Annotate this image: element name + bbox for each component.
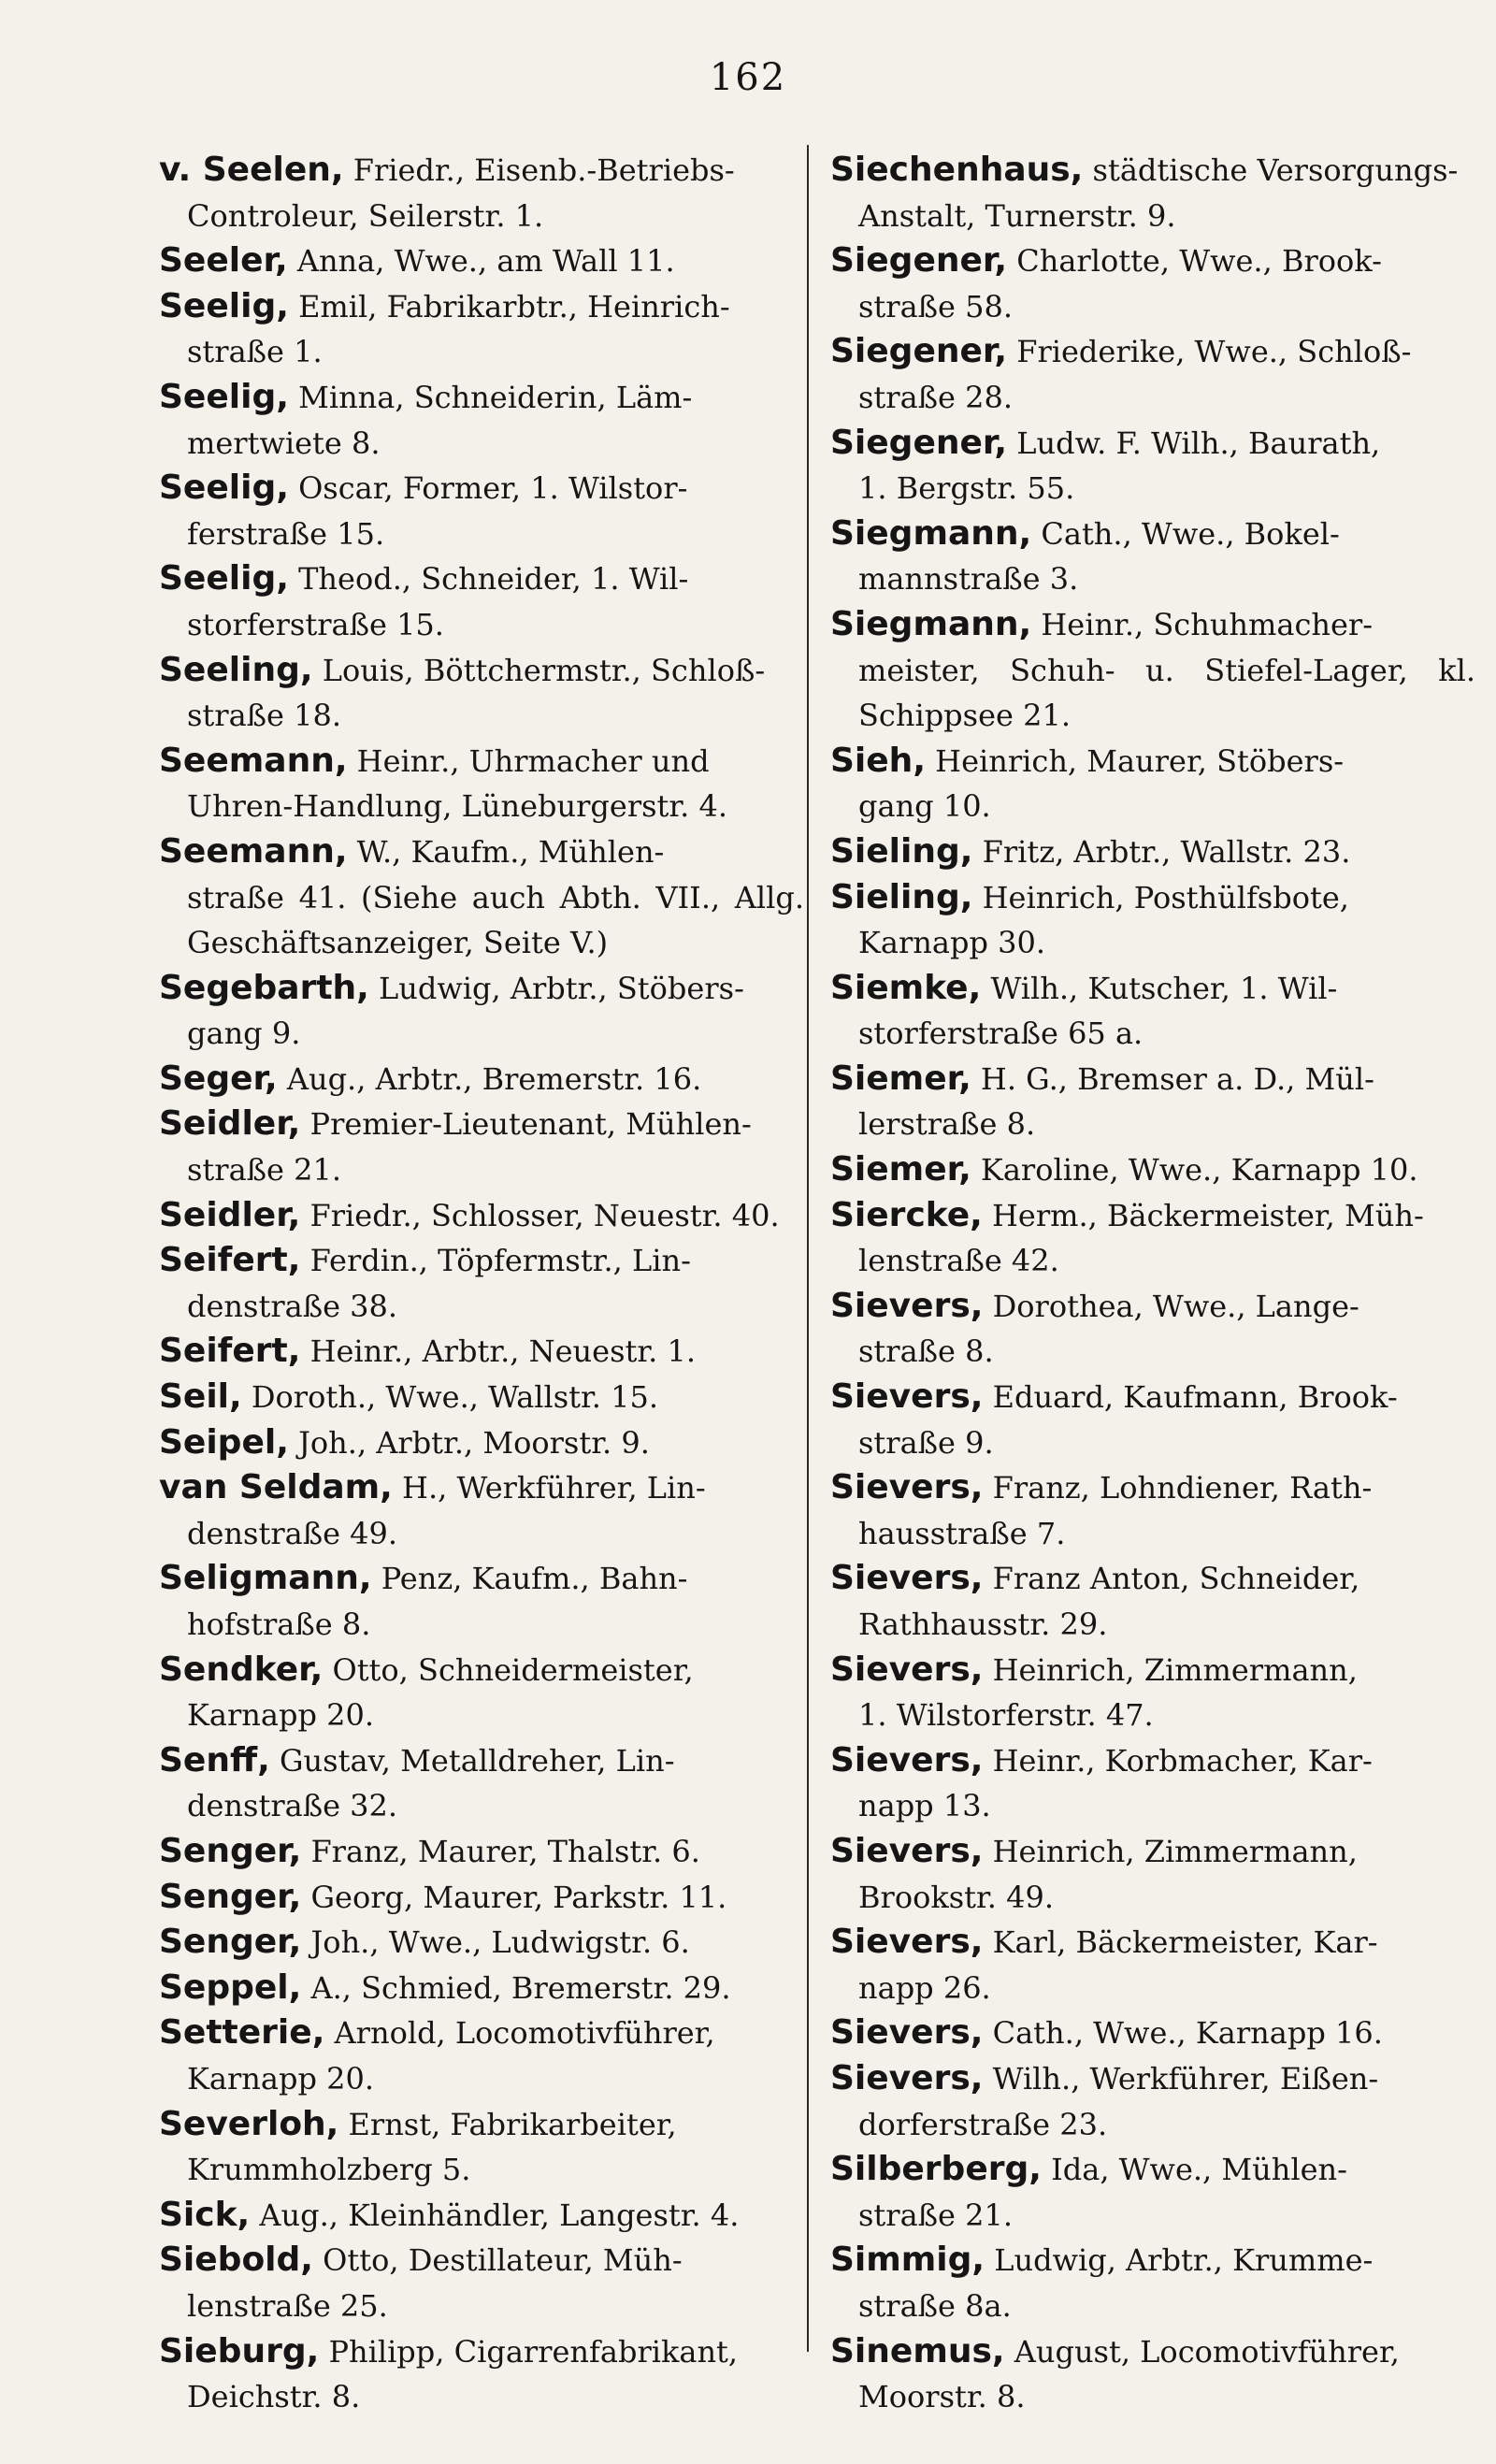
entry-details: H. G., Bremser a. D., Mül- <box>980 1060 1374 1097</box>
entry-name: Seelig, <box>159 559 289 598</box>
entry-name: Seligmann, <box>159 1559 372 1598</box>
directory-entry <box>830 512 1475 602</box>
entry-continuation: straße 21. <box>187 1152 342 1189</box>
entry-details: Otto, Schneidermeister, <box>332 1651 694 1688</box>
entry-details: Friedr., Schlosser, Neuestr. 40. <box>309 1197 780 1233</box>
entry-name: Sieling, <box>830 831 973 871</box>
entry-name: Sievers, <box>830 1740 984 1780</box>
entry-details: Friederike, Wwe., Schloß- <box>1016 334 1412 370</box>
entry-name: Siegener, <box>830 332 1008 371</box>
entry-continuation: Karnapp 30. <box>858 925 1045 961</box>
entry-continuation: Moorstr. 8. <box>858 2379 1026 2415</box>
entry-continuation: 1. Wilstorferstr. 47. <box>858 1697 1154 1734</box>
directory-entry <box>830 1556 1475 1647</box>
directory-entry <box>159 375 804 466</box>
directory-entry <box>830 1057 1475 1147</box>
entry-details: Arnold, Locomotivführer, <box>334 2015 715 2052</box>
entry-details: Penz, Kaufm., Bahn- <box>381 1561 688 1597</box>
entry-details: Otto, Destillateur, Müh- <box>323 2242 683 2279</box>
entry-name: Segebarth, <box>159 968 369 1007</box>
entry-name: Sieling, <box>830 877 973 916</box>
entry-details: Anna, Wwe., am Wall 11. <box>296 243 675 280</box>
entry-name: Seeler, <box>159 241 288 281</box>
entry-continuation: gang 9. <box>187 1016 301 1052</box>
directory-entry <box>159 829 804 966</box>
entry-continuation: lerstraße 8. <box>858 1106 1036 1143</box>
directory-entry <box>159 556 804 647</box>
entry-details: Dorothea, Wwe., Lange- <box>992 1288 1359 1324</box>
directory-entry <box>159 1193 804 1239</box>
directory-entry <box>830 1920 1475 2010</box>
entry-name: Sievers, <box>830 1650 984 1689</box>
left-column <box>159 148 804 2420</box>
entry-name: Seil, <box>159 1377 242 1417</box>
directory-entry <box>830 875 1475 966</box>
entry-name: Sievers, <box>830 1831 984 1870</box>
directory-entry <box>159 2010 804 2101</box>
entry-continuation: denstraße 49. <box>187 1515 398 1551</box>
entry-continuation: Krummholzberg 5. <box>187 2152 471 2188</box>
entry-name: Sendker, <box>159 1650 324 1689</box>
entry-details: Cath., Wwe., Karnapp 16. <box>992 2015 1383 2052</box>
directory-entry <box>159 2193 804 2239</box>
entry-details: Wilh., Kutscher, 1. Wil- <box>990 970 1338 1006</box>
entry-continuation: gang 10. <box>858 788 991 825</box>
entry-continuation: lenstraße 42. <box>858 1243 1059 1279</box>
directory-entry <box>830 2238 1475 2328</box>
directory-entry <box>830 421 1475 512</box>
entry-name: Seifert, <box>159 1241 301 1280</box>
entry-name: Sick, <box>159 2195 251 2234</box>
directory-entry <box>159 284 804 375</box>
entry-name: Silberberg, <box>830 2150 1042 2189</box>
entry-details: Heinrich, Maurer, Stöbers- <box>935 742 1345 779</box>
entry-name: Setterie, <box>159 2013 325 2053</box>
entry-name: Sievers, <box>830 1923 984 1962</box>
page-number: 162 <box>709 56 787 99</box>
entry-name: Siemer, <box>830 1059 971 1098</box>
entry-name: Siegmann, <box>830 604 1032 643</box>
entry-name: Siemer, <box>830 1150 971 1189</box>
entry-name: Simmig, <box>830 2241 985 2280</box>
entry-continuation: straße 8a. <box>858 2287 1012 2324</box>
entry-name: Sievers, <box>830 2058 984 2097</box>
entry-name: Senger, <box>159 1877 302 1916</box>
entry-name: Sieburg, <box>159 2331 320 2370</box>
entry-details: Joh., Wwe., Ludwigstr. 6. <box>310 1924 690 1961</box>
entry-details: Friedr., Eisenb.-Betriebs- <box>352 152 735 188</box>
directory-entry <box>159 148 804 238</box>
directory-entry <box>159 2329 804 2420</box>
directory-entry <box>159 1966 804 2011</box>
directory-entry <box>159 966 804 1057</box>
entry-continuation: straße 58. <box>858 288 1014 324</box>
entry-name: Senff, <box>159 1740 270 1780</box>
column-divider <box>807 145 809 2352</box>
entry-details: Minna, Schneiderin, Läm- <box>298 379 693 415</box>
directory-entry <box>159 1648 804 1738</box>
entry-name: Siegener, <box>830 423 1008 462</box>
entry-continuation: denstraße 32. <box>187 1788 398 1824</box>
entry-details: Georg, Maurer, Parkstr. 11. <box>310 1879 727 1915</box>
entry-details: Theod., Schneider, 1. Wil- <box>298 561 689 598</box>
entry-name: Sievers, <box>830 1559 984 1598</box>
entry-continuation: napp 26. <box>858 1969 991 2006</box>
entry-continuation: straße 21. <box>858 2197 1014 2233</box>
entry-continuation: Uhren-Handlung, Lüneburgerstr. 4. <box>187 788 728 825</box>
entry-continuation: straße 1. <box>187 334 323 370</box>
entry-details: Eduard, Kaufmann, Brook- <box>992 1379 1398 1416</box>
entry-name: Seidler, <box>159 1195 301 1234</box>
directory-entry <box>159 1465 804 1556</box>
directory-entry <box>159 1920 804 1966</box>
entry-name: Sievers, <box>830 1468 984 1507</box>
directory-entry <box>159 1375 804 1420</box>
directory-entry <box>159 466 804 556</box>
entry-continuation: ferstraße 15. <box>187 515 385 552</box>
entry-details: Doroth., Wwe., Wallstr. 15. <box>251 1379 659 1416</box>
entry-name: Siegmann, <box>830 513 1032 553</box>
entry-details: Karoline, Wwe., Karnapp 10. <box>980 1152 1418 1189</box>
entry-details: Heinrich, Zimmermann, <box>992 1651 1358 1688</box>
directory-entry <box>830 1147 1475 1193</box>
directory-entry <box>830 148 1475 238</box>
entry-name: Senger, <box>159 1923 302 1962</box>
directory-entry <box>830 1829 1475 1920</box>
directory-entry <box>159 2238 804 2328</box>
directory-entry <box>830 2147 1475 2238</box>
directory-entry <box>830 2010 1475 2056</box>
entry-name: Senger, <box>159 1831 302 1870</box>
directory-entry <box>159 1420 804 1466</box>
directory-entry <box>159 1738 804 1829</box>
entry-details: Cath., Wwe., Bokel- <box>1041 515 1340 552</box>
entry-details: A., Schmied, Bremerstr. 29. <box>310 1969 731 2006</box>
entry-details: Heinr., Schuhmacher- <box>1041 606 1374 642</box>
entry-name: Seemann, <box>159 831 348 871</box>
entry-name: Severloh, <box>159 2104 339 2143</box>
entry-continuation: straße 28. <box>858 379 1014 415</box>
entry-details: Gustav, Metalldreher, Lin- <box>279 1742 675 1779</box>
entry-name: van Seldam, <box>159 1468 393 1507</box>
entry-name: v. Seelen, <box>159 151 344 189</box>
entry-continuation: straße 41. (Siehe auch Abth. VII., Allg. Geschäftsanzeiger, Seite V.) <box>187 879 804 961</box>
entry-details: Emil, Fabrikarbtr., Heinrich- <box>298 288 730 324</box>
entry-details: Karl, Bäckermeister, Kar- <box>992 1924 1378 1961</box>
directory-entry <box>159 1875 804 1921</box>
entry-continuation: straße 18. <box>187 698 342 734</box>
entry-details: Charlotte, Wwe., Brook- <box>1016 243 1382 280</box>
entry-continuation: storferstraße 15. <box>187 606 444 642</box>
entry-name: Siegener, <box>830 241 1008 281</box>
entry-name: Siemke, <box>830 968 982 1007</box>
entry-details: Wilh., Werkführer, Eißen- <box>992 2060 1379 2097</box>
directory-entry <box>830 739 1475 829</box>
directory-entry <box>830 1375 1475 1465</box>
entry-continuation: Karnapp 20. <box>187 2060 374 2097</box>
directory-entry <box>830 829 1475 875</box>
entry-details: Franz Anton, Schneider, <box>992 1561 1360 1597</box>
entry-details: Aug., Kleinhändler, Langestr. 4. <box>259 2197 740 2233</box>
entry-details: Ludwig, Arbtr., Krumme- <box>994 2242 1374 2279</box>
entry-details: Ludwig, Arbtr., Stöbers- <box>379 970 744 1006</box>
entry-name: Sinemus, <box>830 2331 1005 2370</box>
entry-details: Ferdin., Töpfermstr., Lin- <box>309 1243 691 1279</box>
entry-name: Seemann, <box>159 741 348 780</box>
directory-entry <box>159 1329 804 1375</box>
right-column <box>830 148 1475 2420</box>
entry-details: Oscar, Former, 1. Wilstor- <box>298 470 688 507</box>
entry-name: Siebold, <box>159 2241 313 2280</box>
entry-details: Heinr., Uhrmacher und <box>356 742 710 779</box>
entry-continuation: Karnapp 20. <box>187 1697 374 1734</box>
entry-details: Fritz, Arbtr., Wallstr. 23. <box>982 833 1351 870</box>
directory-entry <box>830 329 1475 420</box>
directory-entry <box>830 966 1475 1057</box>
entry-details: August, Locomotivführer, <box>1014 2333 1400 2370</box>
directory-entry <box>830 2056 1475 2147</box>
directory-entry <box>830 1738 1475 1829</box>
entry-name: Sievers, <box>830 1286 984 1325</box>
entry-details: Ernst, Fabrikarbeiter, <box>348 2106 677 2142</box>
entry-name: Sieh, <box>830 741 926 780</box>
entry-name: Seelig, <box>159 468 289 508</box>
entry-name: Seipel, <box>159 1422 289 1462</box>
entry-continuation: 1. Bergstr. 55. <box>858 470 1075 507</box>
entry-continuation: lenstraße 25. <box>187 2287 388 2324</box>
entry-name: Seeling, <box>159 650 313 689</box>
directory-entry <box>830 602 1475 739</box>
entry-name: Seelig, <box>159 377 289 416</box>
entry-details: Joh., Arbtr., Moorstr. 9. <box>298 1424 650 1461</box>
entry-continuation: mertwiete 8. <box>187 425 381 461</box>
directory-entry <box>159 739 804 829</box>
entry-continuation: hausstraße 7. <box>858 1515 1066 1551</box>
entry-continuation: Rathhausstr. 29. <box>858 1607 1108 1642</box>
directory-entry <box>830 1284 1475 1375</box>
entry-details: Premier-Lieutenant, Mühlen- <box>309 1106 752 1143</box>
entry-continuation: hofstraße 8. <box>187 1607 371 1642</box>
entry-continuation: straße 9. <box>858 1424 994 1461</box>
entry-details: Heinr., Korbmacher, Kar- <box>992 1742 1373 1779</box>
entry-continuation: storferstraße 65 a. <box>858 1016 1144 1052</box>
entry-details: Heinrich, Zimmermann, <box>992 1833 1358 1869</box>
entry-details: Franz, Maurer, Thalstr. 6. <box>310 1833 700 1869</box>
directory-entry <box>830 238 1475 329</box>
entry-continuation: Controleur, Seilerstr. 1. <box>187 197 544 234</box>
entry-details: Herm., Bäckermeister, Müh- <box>992 1197 1424 1233</box>
entry-details: Heinr., Arbtr., Neuestr. 1. <box>309 1333 697 1370</box>
entry-name: Seger, <box>159 1059 278 1098</box>
directory-entry <box>830 1465 1475 1556</box>
entry-name: Seelig, <box>159 286 289 325</box>
entry-details: städtische Versorgungs- <box>1092 152 1459 188</box>
entry-details: Louis, Böttchermstr., Schloß- <box>322 652 766 688</box>
entry-details: Ludw. F. Wilh., Baurath, <box>1016 425 1381 461</box>
entry-name: Seidler, <box>159 1104 301 1144</box>
entry-details: Heinrich, Posthülfsbote, <box>982 879 1349 915</box>
entry-name: Siechenhaus, <box>830 151 1084 189</box>
entry-continuation: denstraße 38. <box>187 1288 398 1324</box>
entry-details: Ida, Wwe., Mühlen- <box>1051 2152 1347 2188</box>
directory-entry <box>159 1102 804 1192</box>
entry-continuation: Brookstr. 49. <box>858 1879 1055 1915</box>
entry-name: Siercke, <box>830 1195 983 1234</box>
directory-entry <box>830 1193 1475 1284</box>
entry-details: H., Werkführer, Lin- <box>402 1470 706 1506</box>
entry-details: Franz, Lohndiener, Rath- <box>992 1470 1373 1506</box>
entry-name: Sievers, <box>830 1377 984 1417</box>
entry-continuation: straße 8. <box>858 1333 994 1370</box>
entry-details: Philipp, Cigarrenfabrikant, <box>328 2333 739 2370</box>
entry-name: Seifert, <box>159 1332 301 1371</box>
entry-continuation: Deichstr. 8. <box>187 2379 361 2415</box>
entry-details: Aug., Arbtr., Bremerstr. 16. <box>286 1060 702 1097</box>
directory-entry <box>159 1238 804 1329</box>
directory-entry <box>159 648 804 739</box>
directory-entry <box>159 238 804 284</box>
directory-entry <box>830 1648 1475 1738</box>
entry-name: Sievers, <box>830 2013 984 2053</box>
directory-entry <box>159 1829 804 1875</box>
entry-continuation: meister, Schuh- u. Stiefel-Lager, kl. Schippsee 21. <box>858 652 1475 734</box>
entry-continuation: napp 13. <box>858 1788 991 1824</box>
entry-details: W., Kaufm., Mühlen- <box>356 833 665 870</box>
entry-continuation: dorferstraße 23. <box>858 2106 1108 2142</box>
entry-continuation: mannstraße 3. <box>858 561 1079 598</box>
entry-name: Seppel, <box>159 1967 302 2007</box>
directory-entry <box>159 2102 804 2193</box>
directory-entry <box>159 1057 804 1102</box>
entry-continuation: Anstalt, Turnerstr. 9. <box>858 197 1176 234</box>
directory-entry <box>159 1556 804 1647</box>
directory-entry <box>830 2329 1475 2420</box>
